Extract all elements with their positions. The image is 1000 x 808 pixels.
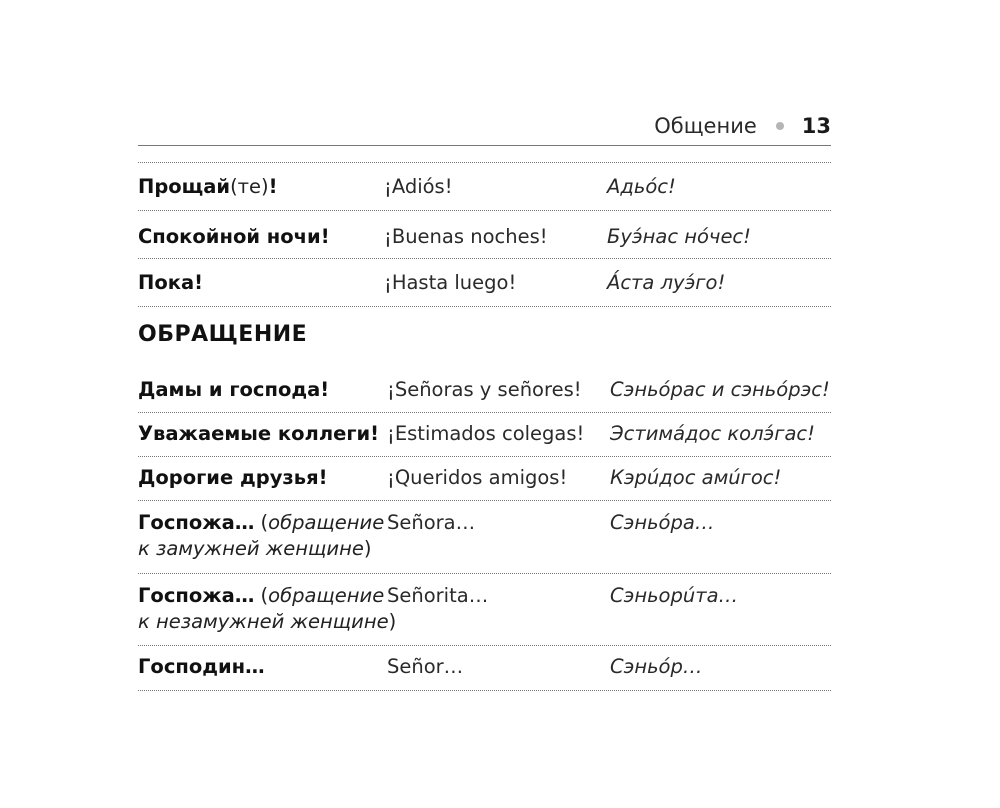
spanish-phrase: Señora…	[387, 511, 476, 534]
divider	[138, 306, 831, 307]
russian-phrase: Дорогие друзья!	[138, 466, 328, 489]
russian-phrase: Спокойной ночи!	[138, 225, 330, 248]
russian-phrase: Пока!	[138, 271, 204, 294]
header-section-title: Общение	[654, 114, 757, 138]
bullet-dot-icon	[776, 122, 784, 130]
spanish-phrase: ¡Adiós!	[384, 175, 453, 198]
page-header	[654, 110, 831, 142]
divider	[138, 162, 831, 163]
pronunciation: Сэньóра…	[610, 511, 715, 534]
divider	[138, 210, 831, 211]
russian-phrase: Госпожа… (обращение к замужней женщине)	[138, 511, 385, 560]
russian-phrase: Господин…	[138, 655, 265, 678]
divider	[138, 412, 831, 413]
header-rule	[138, 145, 831, 146]
divider	[138, 690, 831, 691]
spanish-phrase: ¡Estimados colegas!	[387, 422, 585, 445]
russian-phrase: Прощай(те)!	[138, 175, 278, 198]
spanish-phrase: ¡Buenas noches!	[384, 225, 548, 248]
pronunciation: Буэ́нас нóчес!	[607, 225, 751, 248]
pronunciation: А́ста луэ́го!	[607, 271, 726, 294]
divider	[138, 456, 831, 457]
russian-phrase: Уважаемые коллеги!	[138, 422, 380, 445]
pronunciation: Эстимáдос колэ́гас!	[610, 422, 815, 445]
spanish-phrase: Señorita…	[387, 584, 489, 607]
pronunciation: Сэньóрас и сэньóрэс!	[610, 378, 830, 401]
section-heading: ОБРАЩЕНИЕ	[138, 322, 308, 347]
pronunciation: Адьóс!	[607, 175, 676, 198]
phrasebook-page	[138, 0, 831, 808]
spanish-phrase: ¡Queridos amigos!	[387, 466, 568, 489]
divider	[138, 645, 831, 646]
divider	[138, 500, 831, 501]
divider	[138, 258, 831, 259]
russian-phrase: Госпожа… (обращение к незамужней женщине)	[138, 584, 397, 633]
spanish-phrase: ¡Hasta luego!	[384, 271, 517, 294]
spanish-phrase: Señor…	[387, 655, 464, 678]
pronunciation: Кэрúдос амúгос!	[610, 466, 782, 489]
page-number: 13	[801, 114, 831, 138]
pronunciation: Сэньóр…	[610, 655, 703, 678]
pronunciation: Сэньорúта…	[610, 584, 739, 607]
spanish-phrase: ¡Señoras y señores!	[387, 378, 582, 401]
divider	[138, 573, 831, 574]
russian-phrase: Дамы и господа!	[138, 378, 330, 401]
